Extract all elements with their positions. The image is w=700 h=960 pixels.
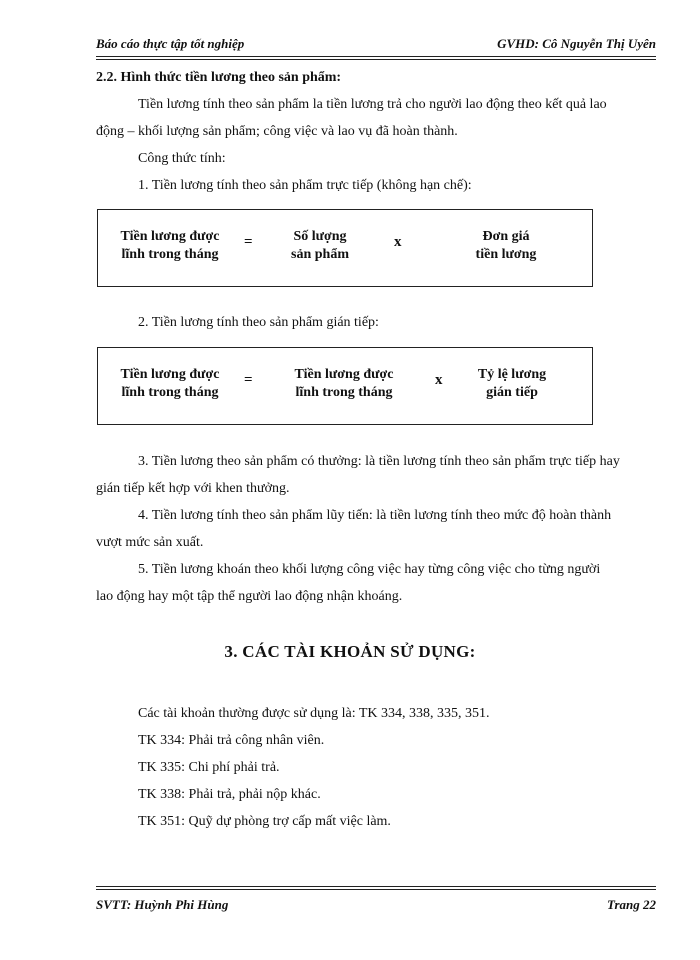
account-tk335: TK 335: Chi phí phải trả. — [138, 760, 280, 775]
item-2: 2. Tiền lương tính theo sản phẩm gián tiếp: — [138, 315, 379, 330]
intro-line-1: Tiền lương tính theo sản phẩm la tiền lương trả cho người lao động theo kết quả lao — [138, 97, 607, 112]
formula2-equals: = — [244, 372, 253, 388]
formula1-operand-a: Số lượng sản phẩm — [291, 229, 349, 262]
item-4-line-1: 4. Tiền lương tính theo sản phẩm lũy tiến: là tiền lương tính theo mức độ hoàn thành — [138, 508, 612, 523]
accounts-heading: 3. CÁC TÀI KHOẢN SỬ DỤNG: — [224, 642, 476, 661]
item-1: 1. Tiền lương tính theo sản phẩm trực tiếp (không hạn chế): — [138, 178, 472, 193]
item-3-line-1: 3. Tiền lương theo sản phẩm có thưởng: là tiền lương tính theo sản phẩm trực tiếp hay — [138, 454, 620, 469]
account-tk351: TK 351: Quỹ dự phòng trợ cấp mất việc làm. — [138, 814, 391, 829]
account-tk334: TK 334: Phải trả công nhân viên. — [138, 733, 325, 748]
accounts-intro: Các tài khoản thường được sử dụng là: TK 334, 338, 335, 351. — [138, 706, 490, 721]
formula1-equals: = — [244, 234, 253, 250]
footer-rule-2 — [96, 889, 656, 890]
formula2-operand-b: Tỷ lệ lương gián tiếp — [477, 367, 547, 400]
intro-line-2: động – khối lượng sản phẩm; công việc và lao vụ đã hoàn thành. — [96, 124, 458, 139]
footer-rule-1 — [96, 886, 656, 887]
footer-left: SVTT: Huỳnh Phi Hùng — [96, 897, 229, 912]
formula-label: Công thức tính: — [138, 151, 226, 166]
account-tk338: TK 338: Phải trả, phải nộp khác. — [138, 787, 321, 802]
header-rule-2 — [96, 59, 656, 60]
item-5-line-1: 5. Tiền lương khoán theo khối lượng công việc hay từng công việc cho từng người — [138, 562, 601, 577]
item-4-line-2: vượt mức sản xuất. — [96, 535, 204, 550]
formula2-times: x — [435, 372, 443, 388]
header-rule-1 — [96, 56, 656, 57]
formula2-lhs: Tiền lương được lĩnh trong tháng — [120, 367, 220, 400]
formula-box-2 — [97, 347, 593, 425]
formula2-operand-a: Tiền lương được lĩnh trong tháng — [294, 367, 394, 400]
item-5-line-2: lao động hay một tập thể người lao động nhận khoáng. — [96, 589, 403, 604]
formula1-times: x — [394, 234, 402, 250]
page-number: Trang 22 — [607, 897, 656, 912]
formula1-lhs: Tiền lương được lĩnh trong tháng — [120, 229, 220, 262]
header-right: GVHD: Cô Nguyễn Thị Uyên — [497, 36, 656, 51]
page-header — [96, 34, 656, 54]
section-title: 2.2. Hình thức tiền lương theo sản phẩm: — [96, 70, 342, 85]
item-3-line-2: gián tiếp kết hợp với khen thưởng. — [96, 481, 290, 496]
header-left: Báo cáo thực tập tốt nghiệp — [96, 36, 245, 51]
formula1-operand-b: Đơn giá tiền lương — [475, 229, 537, 262]
formula-box-1 — [97, 209, 593, 287]
